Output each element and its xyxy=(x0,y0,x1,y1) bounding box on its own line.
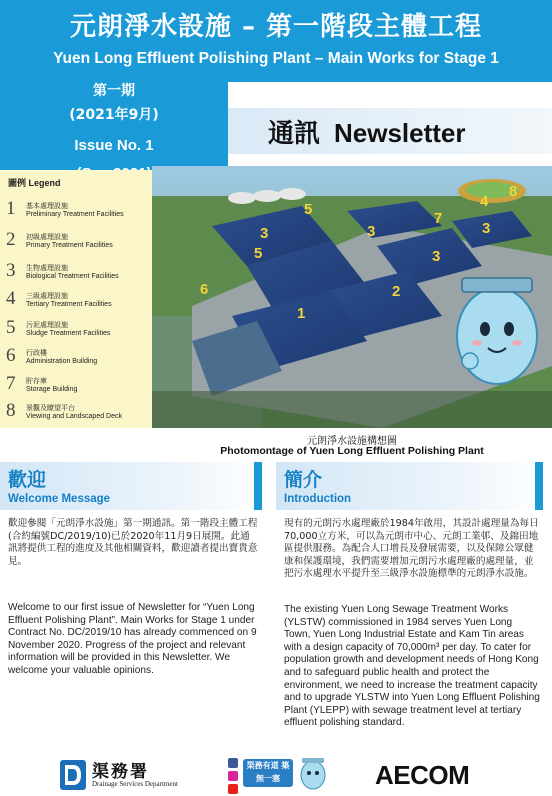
newsletter-title xyxy=(268,113,466,150)
introduction-paragraph-cn: 現有的元朗污水處理廠於1984年啟用，其設計處理量為每日70,000立方米，可以為元朗市中心、元朗工業邨、及錦田地區提供服務。為配合人口增長及發展需要，以及保障公眾健康和保護環境，我們需要增加元朗污水處理廠的處理量，並把污水處理水平提升至三級淨水設施標準的元朗淨水設施。 xyxy=(284,518,539,580)
legend-label-en: Primary Treatment Facilities xyxy=(26,242,113,249)
legend-number: 7 xyxy=(6,373,16,394)
mascot-icon xyxy=(298,756,328,790)
issue-number-chinese: 第一期 xyxy=(93,83,135,99)
photo-label: 4 xyxy=(480,193,489,210)
legend-label-cn: 行政樓 xyxy=(26,349,47,357)
legend-item xyxy=(6,198,152,228)
welcome-heading xyxy=(0,462,262,510)
legend-item xyxy=(6,317,152,347)
legend-label-en: Sludge Treatment Facilities xyxy=(26,330,111,337)
photomontage-illustration xyxy=(152,166,552,428)
photo-label: 5 xyxy=(254,245,263,262)
legend-label-cn: 三級處理設施 xyxy=(26,292,68,300)
photo-label: 6 xyxy=(200,281,209,298)
issue-date-chinese: (2021年9月) xyxy=(69,107,159,123)
facebook-icon[interactable] xyxy=(228,758,238,768)
legend-item xyxy=(6,229,152,259)
instagram-icon[interactable] xyxy=(228,771,238,781)
legend-item xyxy=(6,288,152,318)
title-chinese: 元朗淨水設施 – 第一階段主體工程 xyxy=(69,12,483,42)
legend-panel xyxy=(0,170,152,428)
photo-label: 5 xyxy=(304,201,313,218)
campaign-slogan: 渠務有道 築無一塞 xyxy=(243,759,293,787)
legend-item xyxy=(6,260,152,290)
title-english: Yuen Long Effluent Polishing Plant – Main Works for Stage 1 xyxy=(53,50,499,67)
newsletter-title-cn: 通訊 xyxy=(268,119,321,149)
legend-number: 6 xyxy=(6,345,16,366)
legend-label-en: Tertiary Treatment Facilities xyxy=(26,301,112,308)
legend-label-cn: 貯存庫 xyxy=(26,377,47,385)
legend-label-en: Administration Building xyxy=(26,358,98,365)
welcome-heading-cn: 歡迎 xyxy=(8,469,47,491)
legend-number: 5 xyxy=(6,317,16,338)
legend-label-cn: 基本處理設施 xyxy=(26,202,68,210)
heading-accent-bar xyxy=(254,462,262,510)
photo-label: 3 xyxy=(432,248,441,265)
legend-label-cn: 污泥處理設施 xyxy=(26,321,68,329)
welcome-paragraph-cn: 歡迎參閱「元朗淨水設施」第一期通訊。第一階段主體工程(合約編號DC/2019/10)已於2020年11月9日展開。此通訊將提供工程的進度及其他相關資料，歡迎讀者提出寶貴意見。 xyxy=(8,518,258,567)
dsd-logo-icon xyxy=(60,760,86,790)
introduction-heading xyxy=(276,462,543,510)
photo-label: 8 xyxy=(509,183,518,200)
legend-item xyxy=(6,345,152,375)
legend-number: 3 xyxy=(6,260,16,281)
legend-label-cn: 初級處理設施 xyxy=(26,233,68,241)
legend-number: 4 xyxy=(6,288,16,309)
legend-label-en: Storage Building xyxy=(26,386,78,393)
legend-item xyxy=(6,373,152,403)
welcome-paragraph-en: Welcome to our first issue of Newsletter for “Yuen Long Effluent Polishing Plant”. Main Works for Stage 1 under Contract No. DC/2019/10 has already commenced on 9 November 2020. Progress of the project and relevant information will be provided in this Newsletter. We welcome your valuable opinions. xyxy=(8,602,257,676)
heading-accent-bar xyxy=(535,462,543,510)
introduction-heading-cn: 簡介 xyxy=(284,469,323,491)
introduction-paragraph-en: The existing Yuen Long Sewage Treatment Works (YLSTW) commissioned in 1984 serves Yuen Long Town, Yuen Long Industrial Estate and Kam Tin areas with a design capacity of 70,000m³ per day. To cater for population growth and development needs of Hong Kong and to safeguard public health and protect the environment, we need to increase the treatment capacity and to upgrade YLSTW into Yuen Long Effluent Polishing Plant (YLEPP) with sewage treatment level at tertiary effluent polishing standard. xyxy=(284,604,540,729)
photo-label: 1 xyxy=(297,305,306,322)
legend-label-en: Viewing and Landscaped Deck xyxy=(26,413,122,420)
photo-label: 3 xyxy=(367,223,376,240)
photo-label: 2 xyxy=(392,283,401,300)
photo-label: 3 xyxy=(260,225,269,242)
photo-label: 7 xyxy=(434,210,443,227)
legend-label-en: Preliminary Treatment Facilities xyxy=(26,211,124,218)
plant-photomontage xyxy=(152,166,552,428)
photo-label: 3 xyxy=(482,220,491,237)
welcome-heading-en: Welcome Message xyxy=(8,493,111,505)
legend-label-cn: 生物處理設施 xyxy=(26,264,68,272)
dsd-name-en: Drainage Services Department xyxy=(92,780,178,788)
photo-caption-en: Photomontage of Yuen Long Effluent Polishing Plant xyxy=(220,445,484,457)
legend-label-en: Biological Treatment Facilities xyxy=(26,273,119,280)
legend-item xyxy=(6,400,152,430)
newsletter-title-en: Newsletter xyxy=(334,118,466,148)
youtube-icon[interactable] xyxy=(228,784,238,794)
photo-caption-cn: 元朗淨水設施構想圖 xyxy=(307,436,397,447)
legend-number: 1 xyxy=(6,198,16,219)
legend-title: 圖例 Legend xyxy=(8,178,61,188)
aecom-logo: AECOM xyxy=(375,760,470,790)
legend-label-cn: 景觀及瞭望平台 xyxy=(26,404,75,412)
issue-number-english: Issue No. 1 xyxy=(74,137,154,154)
dsd-name-cn: 渠務署 xyxy=(92,762,149,782)
legend-number: 2 xyxy=(6,229,16,250)
introduction-heading-en: Introduction xyxy=(284,493,352,505)
legend-number: 8 xyxy=(6,400,16,421)
